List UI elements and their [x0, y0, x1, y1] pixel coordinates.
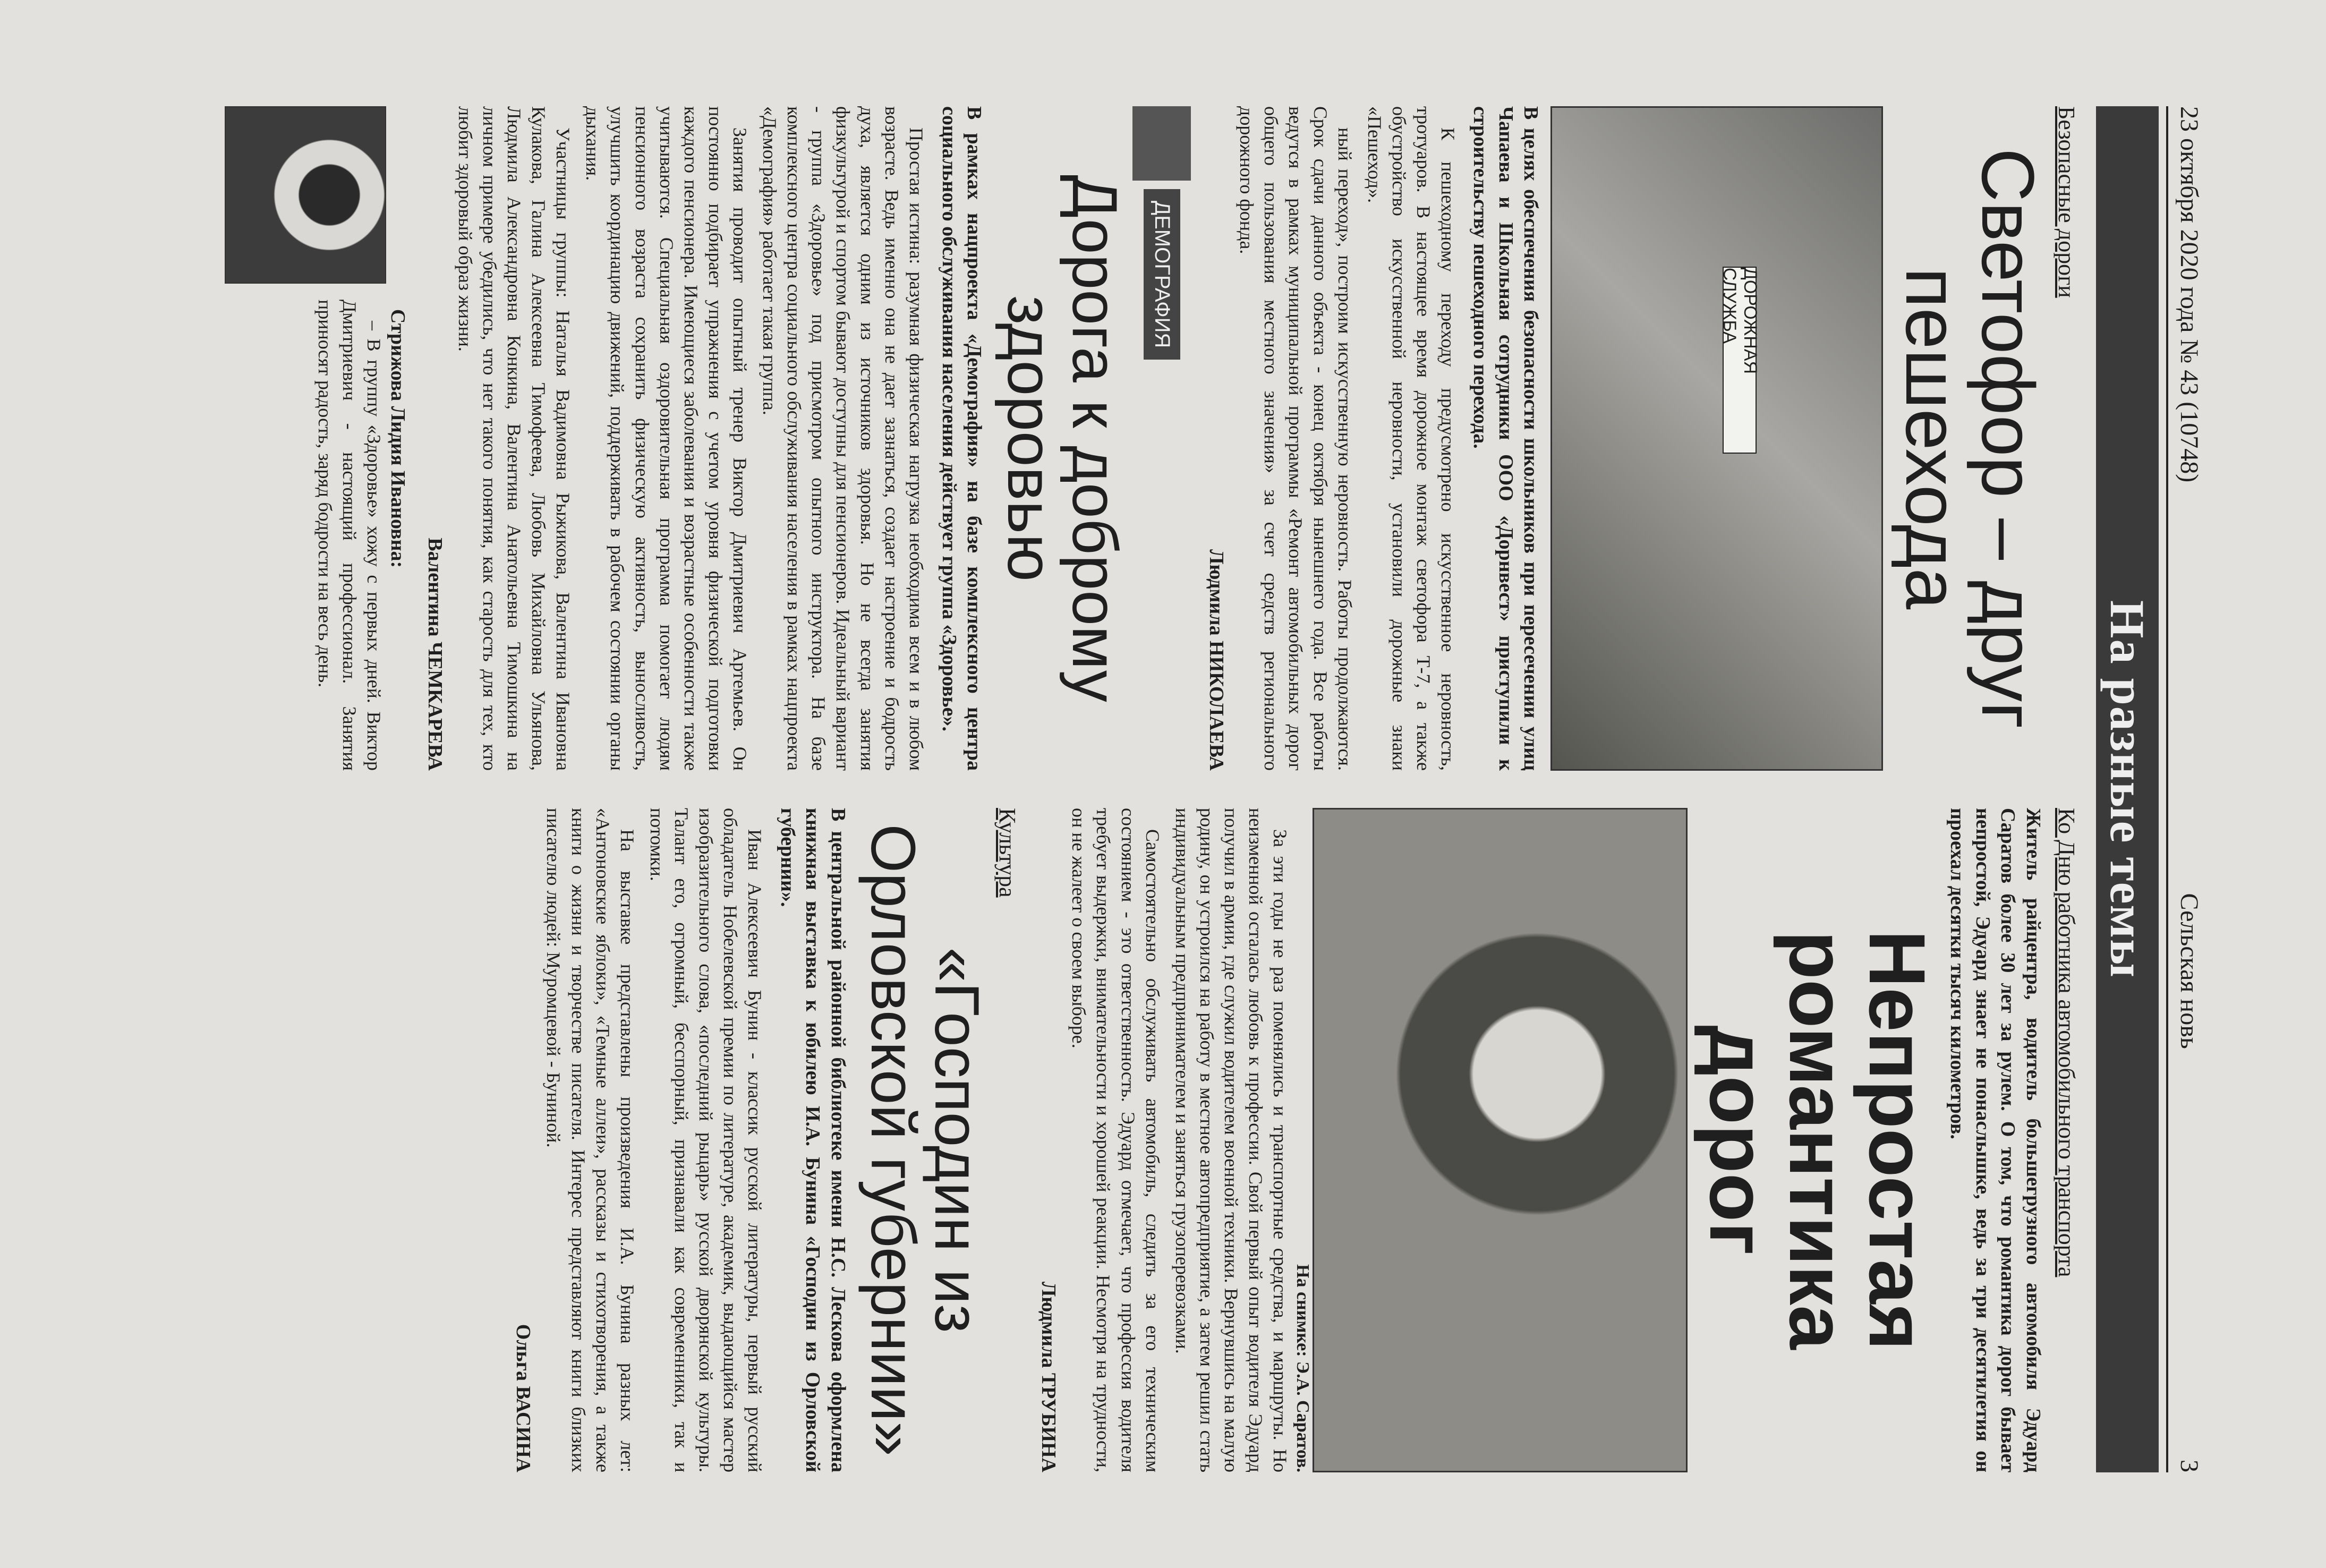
- article4-author: Ольга ВАСИНА: [512, 1324, 535, 1472]
- article2-paragraph: Простая истина: разумная физическая нагрузка необходима всем и в любом возрасте. Ведь именно она не дает зазнаться, создает настроение и бодрость духа, является одним из источников здоровья. Но не всегда занятия физкультурой и спортом бывают доступны для пенсионеров. Идеальный вариант - группа «Здоровье» под присмотром опытного инструктора. На базе комплексного центра социального обслуживания населения в рамках нацпроекта «Демография» работает такая группа.: [759, 106, 927, 771]
- road-service-sign: ДОРОЖНАЯ СЛУЖБА: [1723, 267, 1757, 454]
- article2-title: Дорога к доброму здоровью: [994, 175, 1131, 702]
- article4-paragraph: На выставке представлены произведения И.А. Бунина разных лет: «Антоновские яблоки», «Темные аллеи», рассказы и стихотворения, а также книги о жизни и творчестве писателя. Интерес представляют книги близких писателю людей: Муромцевой - Буниной.: [543, 808, 638, 1472]
- demography-logo: [1132, 106, 1191, 771]
- section-band: [2096, 106, 2159, 1472]
- portrait-caption: Стрижова Лидия Ивановна:: [386, 309, 409, 568]
- article2-paragraph: Участницы группы: Наталья Вадимовна Рыжикова, Валентина Ивановна Кулакова, Галина Алексеевна Тимофеева, Любовь Михайловна Ульянова, Людмила Александровна Конкина, Валентина Анатольевна Тимошкина на личном примере убедились, что нет такого понятия, как старость для тех, кто любит здоровый образ жизни.: [455, 106, 574, 771]
- article2-body: [453, 106, 928, 771]
- article1-author: Людмила НИКОЛАЕВА: [1205, 549, 1228, 771]
- rubric-safe-roads: Безопасные дороги: [2054, 106, 2080, 298]
- band-title: На разные темы: [2100, 600, 2154, 978]
- article3-author: Людмила ТРУБИНА: [1037, 1281, 1060, 1472]
- article4-body: [541, 808, 767, 1472]
- page-number: 3: [2175, 1460, 2203, 1472]
- article4-lead: В центральной районной библиотеке имени Н.С. Лескова оформлена книжная выставка к юбилею И.А. Бунина «Господин из Орловской губернии».: [776, 808, 849, 1472]
- quote-block: [313, 106, 386, 771]
- quote-text: – В группу «Здоровье» хожу с первых дней. Виктор Дмитриевич - настоящий профессионал. Занятия приносят радость, заряд бодрости на весь день.: [314, 300, 385, 771]
- page-columns: [157, 106, 2080, 1472]
- newspaper-name: Сельская новь: [2175, 893, 2203, 1049]
- left-half: [157, 106, 2080, 771]
- article3-paragraph: За эти годы не раз поменялись и транспортные средства, и маршруты. Но неизменной осталась любовь к профессии. Свой первый опыт водителя Эдуард получил в армии, где служил водителем военной техники. Вернувшись на малую родину, он устроился на работу в местное автопредприятие, а затем решил стать индивидуальным предпринимателем и заняться грузоперевозками.: [1171, 808, 1291, 1472]
- article3-body: [1067, 808, 1292, 1472]
- article1-lead: В целях обеспечения безопасности школьников при пересечении улиц Чапаева и Школьная сотрудники ООО «Дорнвест» приступили к строительству пешеходного перехода.: [1469, 106, 1543, 771]
- right-half: [157, 808, 2080, 1472]
- article2-author: Валентина ЧЕМКАРЕВА: [423, 538, 446, 771]
- article4-paragraph: Иван Алексеевич Бунин - классик русской литературы, первый русский обладатель Нобелевской премии по литературе, академик, выдающийся мастер изобразительного слова, «последний рыцарь» русской дворянской культуры. Талант его, огромный, бесспорный, признавали как современники, так и потомки.: [646, 808, 766, 1472]
- article3-paragraph: Самостоятельно обслуживать автомобиль, следить за его техническим состоянием - это ответственность. Эдуард отмечает, что профессия водителя требует выдержки, внимательности и хорошей реакции. Несмотря на трудности, он не жалеет о своем выборе.: [1068, 808, 1163, 1472]
- article1-paragraph: К пешеходному переходу предусмотрено искусственное неровность, тротуаров. В настоящее время дорожное монтаж светофора Т-7, а также обустройство искусственной неровности, установили дорожные знаки «Пешеход».: [1364, 106, 1459, 771]
- page-header: [2166, 106, 2204, 1472]
- article1-paragraph: ный переход», построим искусственную неровность. Работы продолжаются. Срок сдачи данного объекта - конец октября нынешнего года. Все работы ведутся в рамках муниципальной программы «Ремонт автомобильных дорог общего пользования местного значения» за счет средств регионального дорожного фонда.: [1236, 106, 1356, 771]
- article3-title: Непростая романтика дорог: [1693, 930, 1942, 1351]
- photo-caption: На снимке: Э.А. Саратов.: [1293, 1264, 1313, 1472]
- rubric-culture: Культура: [994, 808, 1021, 898]
- article2-paragraph: Занятия проводит опытный тренер Виктор Дмитриевич Артемьев. Он постоянно подбирает упражнения с учетом уровня физической подготовки каждого пенсионера. Имеющиеся заболевания и возрастные особенности также учитываются. Специальная оздоровительная программа помогает людям пенсионного возраста сохранить физическую активность, выносливость, улучшить координацию движений, поддерживать в рабочем состоянии органы дыхания.: [582, 106, 751, 771]
- national-project-emblem: [1132, 106, 1191, 181]
- article2-lead: В рамках нацпроекта «Демография» на базе комплексного центра социального обслуживания населения действует группа «Здоровье».: [938, 106, 986, 771]
- road-service-photo: [1550, 106, 1883, 771]
- issue-date: 23 октября 2020 года № 43 (10748): [2175, 106, 2203, 483]
- portrait-photo: [225, 106, 386, 284]
- rubric-transport-day: Ко Дню работника автомобильного транспорта: [2054, 808, 2080, 1277]
- article4-title: «Господин из Орловской губернии»: [857, 824, 992, 1456]
- article3-lead: Житель райцентра, водитель большегрузного автомобиля Эдуард Саратов более 30 лет за рулем. О том, что романтика дорог бывает непростой, Эдуард знает не понаслышке, ведь за три десятилетия он проехал десятки тысяч километров.: [1946, 808, 2044, 1472]
- driver-photo: [1313, 808, 1688, 1472]
- article1-title: Светофор – друг пешехода: [1890, 148, 2050, 729]
- article1-body: [1234, 106, 1460, 771]
- demography-label: ДЕМОГРАФИЯ: [1144, 189, 1180, 360]
